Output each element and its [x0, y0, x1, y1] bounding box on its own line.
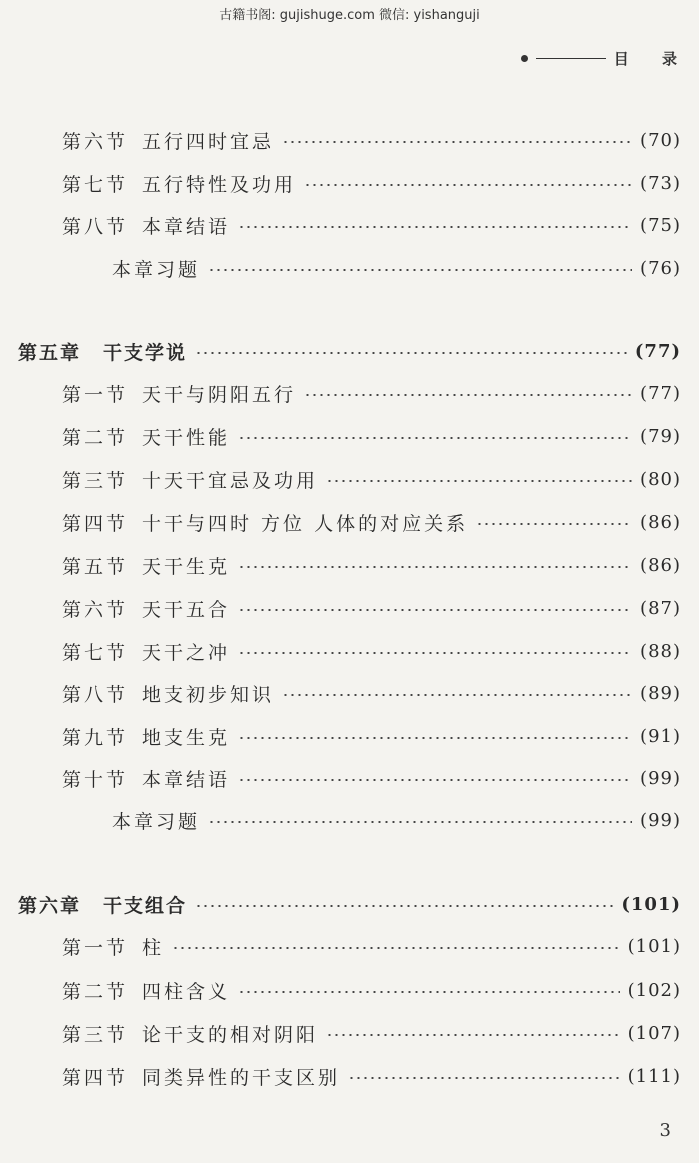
toc-entry	[62, 464, 681, 494]
toc-entry	[62, 168, 681, 198]
entry-title: 四柱含义	[142, 980, 231, 1003]
entry-title: 地支初步知识	[142, 683, 275, 706]
entry-number: 第二节	[62, 426, 129, 449]
toc-entry	[62, 931, 681, 961]
chapter-number: 第五章	[18, 341, 82, 364]
entry-page: (102)	[627, 979, 681, 1001]
toc-entry	[62, 593, 681, 623]
leader-dots	[238, 609, 632, 611]
entry-number: 第七节	[62, 173, 129, 196]
leader-dots	[208, 269, 632, 271]
entry-number: 第七节	[62, 641, 129, 664]
entry-number: 第二节	[62, 980, 129, 1003]
entry-page: (70)	[640, 129, 681, 151]
toc-chapter	[18, 889, 681, 919]
watermark-text: 古籍书阁: gujishuge.com 微信: yishanguji	[219, 8, 480, 23]
entry-title: 本章结语	[142, 768, 231, 791]
entry-page: (86)	[640, 511, 681, 533]
leader-dots	[238, 566, 632, 568]
entry-page: (76)	[640, 257, 681, 279]
entry-title: 天干之冲	[142, 641, 231, 664]
leader-dots	[304, 184, 632, 186]
leader-dots	[348, 1077, 620, 1079]
toc-entry	[62, 550, 681, 580]
toc-entry	[62, 763, 681, 793]
leader-dots	[304, 394, 632, 396]
chapter-title: 干支学说	[103, 341, 188, 364]
entry-number: 第一节	[62, 383, 129, 406]
leader-dots	[326, 480, 632, 482]
leader-dots	[282, 694, 632, 696]
chapter-page: (101)	[621, 893, 681, 915]
entry-number: 第八节	[62, 215, 129, 238]
toc-entry	[62, 421, 681, 451]
running-header	[521, 48, 691, 69]
leader-dots	[238, 779, 632, 781]
entry-title: 本章习题	[112, 810, 201, 833]
leader-dots	[476, 523, 632, 525]
page-number: 3	[659, 1120, 671, 1141]
leader-dots	[238, 226, 632, 228]
entry-title: 天干五合	[142, 598, 231, 621]
entry-number: 第一节	[62, 936, 129, 959]
toc-entry	[112, 805, 681, 835]
leader-dots	[238, 737, 632, 739]
toc-chapter	[18, 336, 681, 366]
entry-page: (107)	[627, 1022, 681, 1044]
entry-page: (99)	[640, 767, 681, 789]
leader-dots	[238, 437, 632, 439]
entry-number: 第九节	[62, 726, 129, 749]
entry-page: (79)	[640, 425, 681, 447]
entry-page: (89)	[640, 682, 681, 704]
entry-page: (99)	[640, 809, 681, 831]
entry-number: 第八节	[62, 683, 129, 706]
leader-dots	[172, 947, 620, 949]
toc-entry	[62, 507, 681, 537]
entry-number: 第三节	[62, 1023, 129, 1046]
entry-title: 五行特性及功用	[142, 173, 297, 196]
entry-page: (80)	[640, 468, 681, 490]
entry-title: 本章结语	[142, 215, 231, 238]
toc-entry	[62, 125, 681, 155]
toc-entry	[62, 378, 681, 408]
header-title: 目 录	[613, 50, 691, 68]
entry-number: 第四节	[62, 1066, 129, 1089]
entry-page: (75)	[640, 214, 681, 236]
entry-page: (73)	[640, 172, 681, 194]
entry-title: 天干性能	[142, 426, 231, 449]
leader-dots	[238, 991, 620, 993]
entry-title: 五行四时宜忌	[142, 130, 275, 153]
leader-dots	[195, 905, 613, 907]
header-rule	[536, 58, 606, 59]
entry-title: 同类异性的干支区别	[142, 1066, 341, 1089]
leader-dots	[238, 652, 632, 654]
leader-dots	[195, 352, 627, 354]
entry-page: (91)	[640, 725, 681, 747]
leader-dots	[208, 821, 632, 823]
chapter-number: 第六章	[18, 894, 82, 917]
entry-title: 十干与四时 方位 人体的对应关系	[142, 512, 469, 535]
entry-title: 天干生克	[142, 555, 231, 578]
entry-title: 本章习题	[112, 258, 201, 281]
entry-page: (101)	[627, 935, 681, 957]
leader-dots	[326, 1034, 620, 1036]
entry-page: (86)	[640, 554, 681, 576]
entry-number: 第六节	[62, 598, 129, 621]
entry-title: 地支生克	[142, 726, 231, 749]
entry-number: 第五节	[62, 555, 129, 578]
toc-entry	[62, 1018, 681, 1048]
toc-entry	[62, 721, 681, 751]
entry-title: 柱	[142, 936, 165, 959]
entry-number: 第六节	[62, 130, 129, 153]
entry-title: 天干与阴阳五行	[142, 383, 297, 406]
entry-page: (77)	[640, 382, 681, 404]
toc-entry	[62, 636, 681, 666]
toc-entry	[112, 253, 681, 283]
entry-page: (111)	[627, 1065, 681, 1087]
entry-title: 论干支的相对阴阳	[142, 1023, 319, 1046]
leader-dots	[282, 141, 632, 143]
entry-number: 第三节	[62, 469, 129, 492]
toc-entry	[62, 210, 681, 240]
chapter-title: 干支组合	[103, 894, 188, 917]
entry-title: 十天干宜忌及功用	[142, 469, 319, 492]
entry-number: 第四节	[62, 512, 129, 535]
entry-page: (88)	[640, 640, 681, 662]
toc-entry	[62, 975, 681, 1005]
header-bullet-icon	[521, 55, 528, 62]
chapter-page: (77)	[634, 340, 681, 362]
entry-page: (87)	[640, 597, 681, 619]
entry-number: 第十节	[62, 768, 129, 791]
toc-entry	[62, 678, 681, 708]
toc-entry	[62, 1061, 681, 1091]
